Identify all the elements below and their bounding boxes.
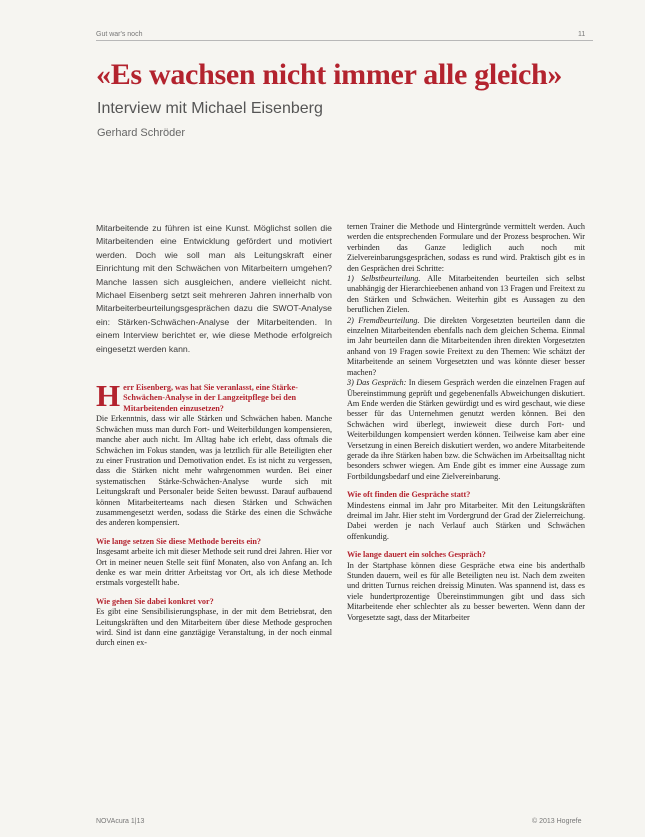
question-1: err Eisenberg, was hat Sie veranlasst, eine Stärke-Schwächen-Analyse in der Langzeitpflege bei den Mitarbeitenden einzusetzen?: [123, 383, 298, 413]
step-2: [347, 316, 585, 378]
right-column: [347, 222, 585, 623]
footer-journal: NOVAcura 1|13: [96, 818, 145, 825]
lead-paragraph: Mitarbeitende zu führen ist eine Kunst. Möglichst sollen die Mitarbeitenden eine Entwicklung gefördert und motiviert werden. Doch wie soll man als Leitungskraft einer Einrichtung mit den Schwächen von Mitarbeitern umgehen? Manche lassen sich ausgleichen, andere vielleicht nicht. Michael Eisenberg setzt seit mehreren Jahren innerhalb von Mitarbeiterbeurteilungsgesprächen dazu die SWOT-Analyse ein: Stärken-Schwächen-Analyse der Mitarbeitenden. In einem Interview berichtet er, wie diese Methode erfolgreich eingesetzt werden kann.: [96, 223, 332, 354]
step-3-label: 3) Das Gespräch:: [347, 378, 407, 388]
step-3: [347, 378, 585, 482]
interview-block-1: [96, 378, 332, 529]
footer-copyright: © 2013 Hogrefe: [532, 818, 582, 825]
article-subtitle: Interview mit Michael Eisenberg: [97, 100, 323, 117]
step-2-label: 2) Fremdbeurteilung.: [347, 315, 420, 325]
answer-2: Insgesamt arbeite ich mit dieser Methode seit rund drei Jahren. Hier vor Ort in meiner neuen Stelle seit fünf Monaten, also von Anfang an. Ich denke es war mein dritter Arbeitstag vor Ort, als ich diese Methode erstmals vorgestellt habe.: [96, 547, 332, 588]
step-1-label: 1) Selbstbeurteilung.: [347, 274, 421, 284]
step-1-text: Alle Mitarbeitenden beurteilen sich selbst unabhängig der Hierarchieebenen anhand von 13 Fragen und Freitext zu den Stärken und Schwächen. Weiterhin gibt es Aussagen zu den beruflichen Zielen.: [347, 274, 585, 315]
page-number: 11: [578, 31, 586, 38]
question-5: Wie lange dauert ein solches Gespräch?: [347, 550, 486, 560]
header-rule: [96, 40, 593, 41]
step-3-text: In diesem Gespräch werden die einzelnen Fragen auf Übereinstimmung geprüft und gegebenenfalls Abweichungen diskutiert. Am Ende werden die Stärken gewürdigt und es wird geschaut, wie diese besser für das Unternehmen genutzt werden können. Bei den Schwächen wird überlegt, inwieweit diese durch Fort- und Weiterbildungen kompensiert werden können. Teilweise kam aber eine Versetzung in einen Bereich diskutiert werden, wo andere Mitarbeitende gerade da ihre Stärken haben bzw. die Schwächen im Arbeitsalltag nicht besonders schwer wiegen. Am Ende gibt es immer eine Aussage zum Fortbildungsbedarf und eine Zielvereinbarung.: [347, 378, 585, 481]
running-head-left: Gut war's noch: [96, 31, 143, 38]
answer-1: Die Erkenntnis, dass wir alle Stärken und Schwächen haben. Manche Schwächen muss man durch Fort- und Weiterbildungen kompensieren, manche aber auch nicht. Im Alltag habe ich erlebt, dass oftmals die Schwächen im Fokus standen, was ja letztlich für alle Beteiligten eher zu einer Frustration und Demotivation endet. Es ist nicht zu vergessen, dass die Stärken nicht mehr wahrgenommen wurden. Bei einer systematischen Stärke-Schwächen-Analyse wurde sich mit Leitungskraft und Personaler beide Seiten bewusst. Darauf aufbauend können Mitarbeiterteams nach diesen Stärken und Schwächen zusammengesetzt werden, sodass die Stärke des einen die Schwäche des anderen kompensiert.: [96, 414, 332, 528]
drop-cap: H: [96, 378, 121, 414]
step-2-text: Die direkten Vorgesetzten beurteilen dann die einzelnen Mitarbeitenden ebenfalls nach dem gleichen Schema. Einmal im Jahr beurteilen dann die Mitarbeitenden ihren direkten Vorgesetzten anhand von 19 Fragen sowie Freitext zu den Themen: Wie schätzt der Mitarbeitende an seinem Vorgesetzten und was könnte dieser besser machen?: [347, 315, 585, 377]
question-2: Wie lange setzen Sie diese Methode bereits ein?: [96, 536, 262, 546]
answer-5: In der Startphase können diese Gespräche etwa eine bis anderthalb Stunden dauern, weil es für alle Beteiligten neu ist. Nach dem zweiten und dritten Turnus reichen dreissig Minuten. Was spannend ist, dass es viele hundertprozentige Übereinstimmungen gibt und dass sich Mitarbeitende eher schlechter als zu besser bewerten. Wenn dann der Vorgesetzte sagt, dass der Mitarbeiter: [347, 560, 585, 622]
answer-3-continued: ternen Trainer die Methode und Hintergründe vermittelt werden. Auch werden die entsprechenden Formulare und der Prozess besprochen. Wir verbinden das Ganze lediglich auch noch mit Zielvereinbarungsgesprächen, sodass es rund wird. Praktisch gibt es in den Gesprächen drei Schritte:: [347, 222, 585, 273]
left-column: [96, 222, 332, 649]
step-1: [347, 274, 585, 316]
answer-4: Mindestens einmal im Jahr pro Mitarbeiter. Mit den Leitungskräften dreimal im Jahr. Hier steht im Vordergrund der Grad der Zielerreichung. Dabei werden je nach Verlauf auch Stärken und Schwächen offenkundig.: [347, 500, 585, 541]
article-author: Gerhard Schröder: [97, 127, 186, 139]
answer-3: Es gibt eine Sensibilisierungsphase, in der mit dem Betriebsrat, den Leitungskräften und den Mitarbeitern über diese Methode gesprochen wird. Sind ist dann eine ganztägige Veranstaltung, in der noch einmal durch einen ex-: [96, 607, 332, 648]
question-3: Wie gehen Sie dabei konkret vor?: [96, 596, 214, 606]
question-4: Wie oft finden die Gespräche statt?: [347, 490, 471, 500]
article-headline: «Es wachsen nicht immer alle gleich»: [96, 58, 563, 91]
